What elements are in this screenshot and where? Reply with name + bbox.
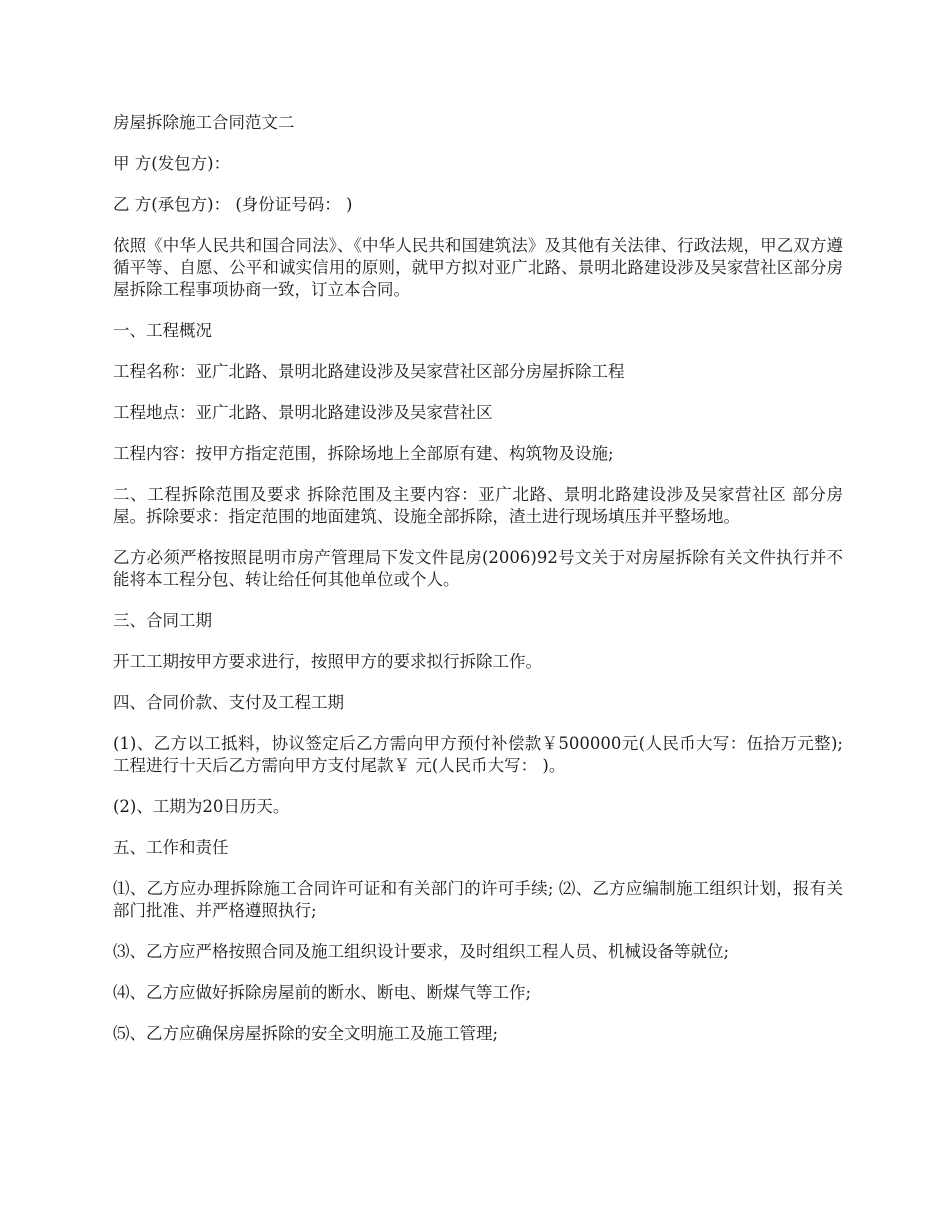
payment-item-2: (2)、工期为20日历天。 <box>113 797 290 816</box>
party-a-line: 甲 方(发包方)： <box>113 154 231 173</box>
project-content-line: 工程内容：按甲方指定范围，拆除场地上全部原有建、构筑物及设施; <box>113 444 614 463</box>
section-heading-payment: 四、合同价款、支付及工程工期 <box>113 693 344 712</box>
duty-item-5: ⑸、乙方应确保房屋拆除的安全文明施工及施工管理; <box>113 1024 499 1043</box>
section-heading-duties: 五、工作和责任 <box>113 838 229 857</box>
duty-item-3: ⑶、乙方应严格按照合同及施工组织设计要求，及时组织工程人员、机械设备等就位; <box>113 942 730 961</box>
document-title: 房屋拆除施工合同范文二 <box>113 113 295 132</box>
party-b-line: 乙 方(承包方)： (身份证号码： ) <box>113 195 353 214</box>
section-heading-schedule: 三、合同工期 <box>113 611 212 630</box>
payment-item-1: (1)、乙方以工抵料，协议签定后乙方需向甲方预付补偿款￥500000元(人民币大写：伍拾万元整);工程进行十天后乙方需向甲方支付尾款￥ 元(人民币大写： )。 <box>113 734 843 775</box>
section-heading-overview: 一、工程概况 <box>113 321 212 340</box>
party-b-obligation-paragraph: 乙方必须严格按照昆明市房产管理局下发文件昆房(2006)92号文关于对房屋拆除有关文件执行并不能将本工程分包、转让给任何其他单位或个人。 <box>113 548 843 589</box>
project-location-line: 工程地点：亚广北路、景明北路建设涉及吴家营社区 <box>113 403 493 422</box>
schedule-paragraph: 开工工期按甲方要求进行，按照甲方的要求拟行拆除工作。 <box>113 652 542 671</box>
preamble-paragraph: 依照《中华人民共和国合同法》、《中华人民共和国建筑法》及其他有关法律、行政法规，甲乙双方遵循平等、自愿、公平和诚实信用的原则，就甲方拟对亚广北路、景明北路建设涉及吴家营社区部分房屋拆除工程事项协商一致，订立本合同。 <box>113 236 843 299</box>
duty-item-4: ⑷、乙方应做好拆除房屋前的断水、断电、断煤气等工作; <box>113 983 532 1002</box>
section-scope-paragraph: 二、工程拆除范围及要求 拆除范围及主要内容：亚广北路、景明北路建设涉及吴家营社区 部分房屋。拆除要求：指定范围的地面建筑、设施全部拆除，渣土进行现场填压并平整场地。 <box>113 485 843 526</box>
document-page <box>113 112 843 1064</box>
project-name-line: 工程名称：亚广北路、景明北路建设涉及吴家营社区部分房屋拆除工程 <box>113 362 625 381</box>
duty-items-1-2: ⑴、乙方应办理拆除施工合同许可证和有关部门的许可手续; ⑵、乙方应编制施工组织计划，报有关部门批准、并严格遵照执行; <box>113 879 843 920</box>
